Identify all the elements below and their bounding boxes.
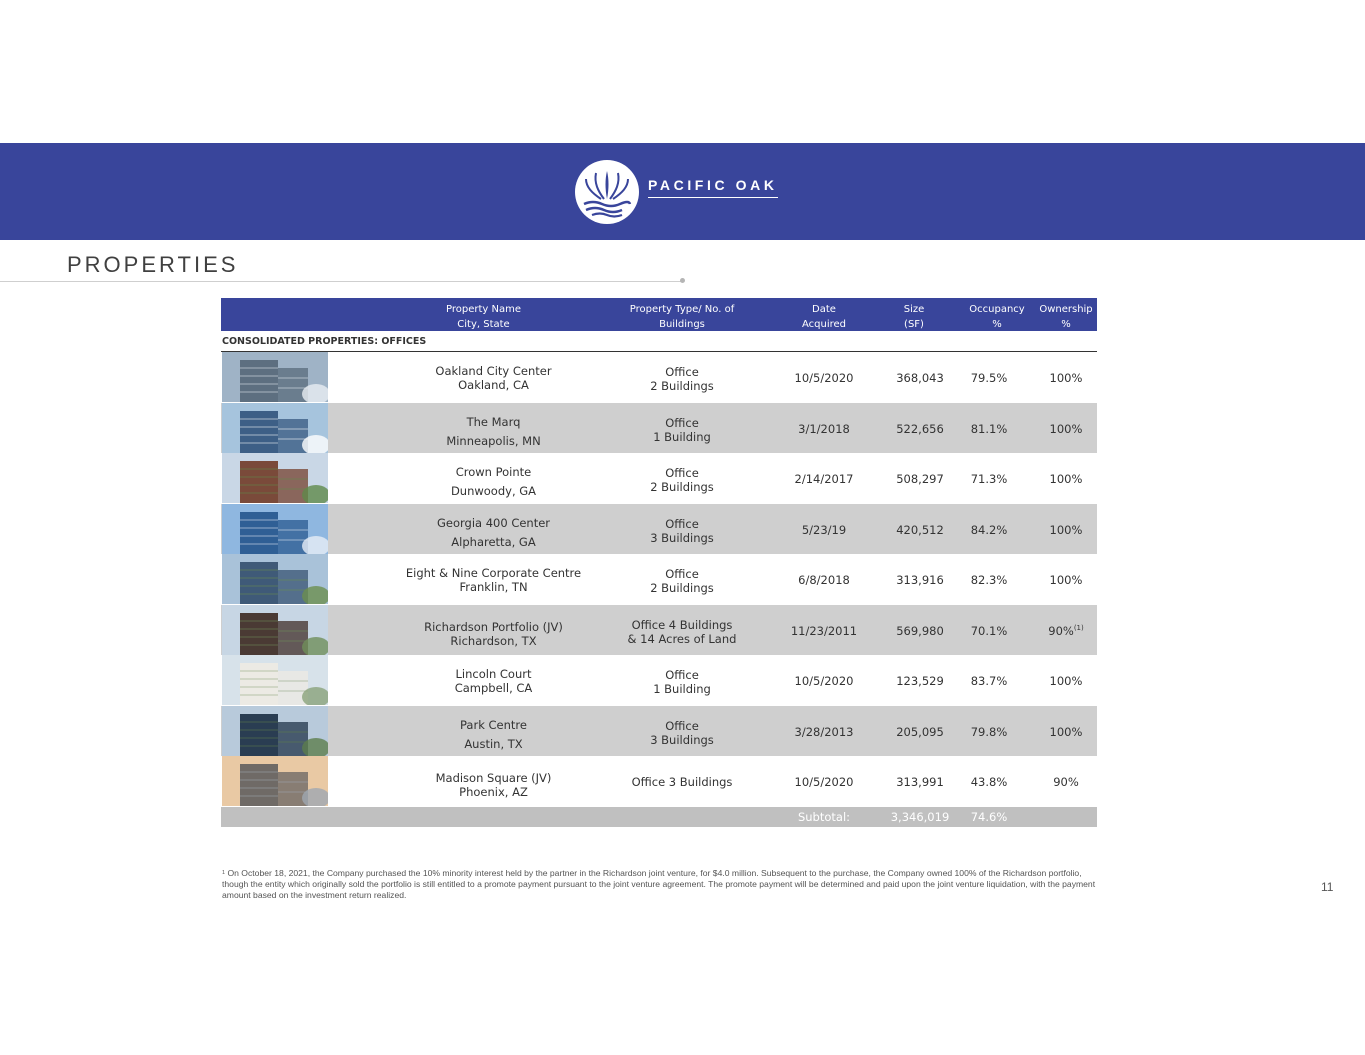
property-photo	[222, 605, 328, 655]
property-name-cell	[381, 364, 606, 392]
building-count: 2 Buildings	[650, 480, 714, 494]
occupancy: 81.1%	[970, 421, 1008, 436]
property-type-cell	[606, 618, 758, 646]
ownership: 90%	[1048, 623, 1074, 638]
table-row	[221, 453, 1097, 504]
table-row	[221, 352, 1097, 403]
property-type-cell	[606, 719, 758, 747]
property-photo	[222, 352, 328, 402]
ownership-cell	[1033, 523, 1099, 537]
property-name: Georgia 400 Center	[436, 515, 551, 530]
occupancy: 79.8%	[970, 724, 1008, 739]
header-ownership: Ownership %	[1039, 304, 1093, 330]
property-type-cell	[606, 517, 758, 545]
property-name-cell	[381, 718, 606, 751]
table-row	[221, 605, 1097, 656]
header-date-acquired: Date Acquired	[801, 304, 847, 330]
ownership-cell	[1033, 371, 1099, 385]
ownership: 100%	[1049, 674, 1083, 688]
size-sf: 508,297	[896, 472, 944, 486]
footnote-mark: 1	[222, 870, 226, 876]
property-type-cell	[606, 466, 758, 494]
date-acquired: 3/28/2013	[794, 724, 854, 739]
property-name-cell	[381, 465, 606, 498]
property-name-cell	[381, 566, 606, 594]
occupancy: 70.1%	[970, 623, 1008, 638]
property-city: Phoenix, AZ	[459, 785, 528, 799]
table-row	[221, 554, 1097, 605]
property-type-cell	[606, 775, 758, 789]
table-row	[221, 504, 1097, 555]
property-name: Oakland City Center	[435, 364, 552, 378]
page-number: 11	[1321, 880, 1334, 894]
property-photo	[222, 453, 328, 503]
building-count: 3 Buildings	[650, 530, 714, 545]
building-count: & 14 Acres of Land	[627, 631, 737, 646]
ownership-cell	[1033, 775, 1099, 789]
date-acquired: 6/8/2018	[798, 573, 850, 587]
property-name: Richardson Portfolio (JV)	[424, 619, 563, 634]
brand-name: PACIFIC OAK	[648, 177, 778, 193]
date-acquired: 10/5/2020	[794, 371, 854, 385]
header-size: Size (SF)	[903, 304, 925, 330]
date-acquired: 11/23/2011	[790, 623, 858, 638]
ownership: 100%	[1049, 724, 1083, 739]
date-acquired: 2/14/2017	[794, 472, 854, 486]
property-city: Dunwoody, GA	[450, 484, 537, 498]
subtotal-row	[221, 807, 1097, 827]
date-acquired: 5/23/19	[801, 522, 847, 537]
properties-table	[221, 298, 1097, 827]
table-row	[221, 655, 1097, 706]
property-name: Madison Square (JV)	[435, 771, 552, 785]
property-name: Crown Pointe	[455, 465, 532, 479]
property-city: Franklin, TN	[459, 580, 528, 594]
property-name: Park Centre	[460, 717, 527, 732]
size-sf: 569,980	[896, 623, 944, 638]
property-name: Lincoln Court	[455, 667, 532, 681]
occupancy: 83.7%	[970, 674, 1008, 688]
occupancy: 71.3%	[970, 472, 1008, 486]
property-city: Alpharetta, GA	[451, 534, 536, 549]
property-name-cell	[381, 516, 606, 549]
ownership-cell	[1033, 573, 1099, 587]
occupancy: 84.2%	[970, 522, 1008, 537]
property-type: Office	[665, 415, 699, 430]
ownership: 100%	[1049, 371, 1083, 385]
building-count: 2 Buildings	[650, 581, 714, 595]
property-name-cell	[381, 620, 606, 648]
property-photo	[222, 403, 328, 453]
header-property-name: Property Name City, State	[446, 304, 521, 330]
ownership: 100%	[1049, 421, 1083, 436]
ownership-footnote-ref: (1)	[1073, 623, 1084, 632]
property-photo	[222, 655, 328, 705]
property-name: The Marq	[466, 414, 521, 429]
occupancy: 79.5%	[970, 371, 1008, 385]
table-row	[221, 706, 1097, 757]
building-count: 2 Buildings	[650, 379, 714, 393]
ownership-cell	[1033, 624, 1099, 638]
size-sf: 368,043	[896, 371, 944, 385]
date-acquired: 10/5/2020	[794, 674, 854, 688]
page-title: PROPERTIES	[67, 252, 239, 277]
property-type: Office	[665, 567, 699, 581]
header-property-type: Property Type/ No. of Buildings	[629, 304, 735, 330]
ownership-cell	[1033, 472, 1099, 486]
subtotal-size: 3,346,019	[890, 809, 950, 824]
occupancy: 43.8%	[970, 775, 1008, 789]
occupancy: 82.3%	[970, 573, 1008, 587]
property-photo	[222, 554, 328, 604]
size-sf: 522,656	[896, 421, 944, 436]
property-photo	[222, 756, 328, 806]
property-type: Office 3 Buildings	[631, 775, 733, 789]
property-photo	[222, 504, 328, 554]
ownership: 100%	[1049, 472, 1083, 486]
title-divider	[0, 281, 682, 282]
table-header	[221, 298, 1097, 331]
date-acquired: 10/5/2020	[794, 775, 854, 789]
property-name-cell	[381, 415, 606, 448]
property-name-cell	[381, 771, 606, 799]
building-count: 1 Building	[653, 429, 711, 444]
property-type: Office 4 Buildings	[631, 617, 733, 632]
table-row	[221, 403, 1097, 454]
property-name: Eight & Nine Corporate Centre	[405, 566, 582, 580]
section-label: CONSOLIDATED PROPERTIES: OFFICES	[221, 331, 1097, 352]
table-body	[221, 352, 1097, 807]
property-type: Office	[665, 466, 699, 480]
building-count: 3 Buildings	[650, 732, 714, 747]
ownership-cell	[1033, 422, 1099, 436]
property-type: Office	[665, 365, 699, 379]
property-city: Oakland, CA	[458, 378, 529, 392]
property-city: Richardson, TX	[450, 633, 537, 648]
brand-underline	[648, 197, 778, 198]
divider-dot	[680, 278, 685, 283]
property-city: Austin, TX	[464, 736, 523, 751]
size-sf: 313,991	[896, 775, 944, 789]
footnote	[222, 868, 1102, 901]
footnote-text: On October 18, 2021, the Company purchased the 10% minority interest held by the partner in the Richardson joint venture, for $4.0 million. Subsequent to the purchase, the Company owned 100% of the Richardson portfolio, though the entity which originally sold the portfolio is still entitled to a promote payment pursuant to the joint venture agreement. The promote payment will be determined and paid upon the joint venture liquidation, with the payment amount based on the investment return realized.	[222, 868, 1096, 900]
subtotal-label: Subtotal:	[797, 809, 851, 824]
size-sf: 123,529	[896, 674, 944, 688]
size-sf: 420,512	[896, 522, 944, 537]
ownership: 90%	[1053, 775, 1079, 789]
header-occupancy: Occupancy %	[969, 304, 1025, 330]
building-count: 1 Building	[653, 682, 711, 696]
ownership: 100%	[1049, 522, 1083, 537]
property-type: Office	[665, 516, 699, 531]
property-photo	[222, 706, 328, 756]
table-row	[221, 756, 1097, 807]
property-type-cell	[606, 416, 758, 444]
size-sf: 205,095	[896, 724, 944, 739]
property-type: Office	[665, 718, 699, 733]
ownership: 100%	[1049, 573, 1083, 587]
property-type-cell	[606, 567, 758, 595]
property-city: Campbell, CA	[454, 681, 533, 695]
ownership-cell	[1033, 725, 1099, 739]
date-acquired: 3/1/2018	[798, 421, 850, 436]
ownership-cell	[1033, 674, 1099, 688]
property-type-cell	[606, 668, 758, 696]
property-name-cell	[381, 667, 606, 695]
property-type-cell	[606, 365, 758, 393]
property-type: Office	[665, 668, 699, 682]
property-city: Minneapolis, MN	[446, 433, 541, 448]
size-sf: 313,916	[896, 573, 944, 587]
subtotal-occupancy: 74.6%	[970, 809, 1008, 824]
pacific-oak-logo-icon	[574, 159, 640, 225]
